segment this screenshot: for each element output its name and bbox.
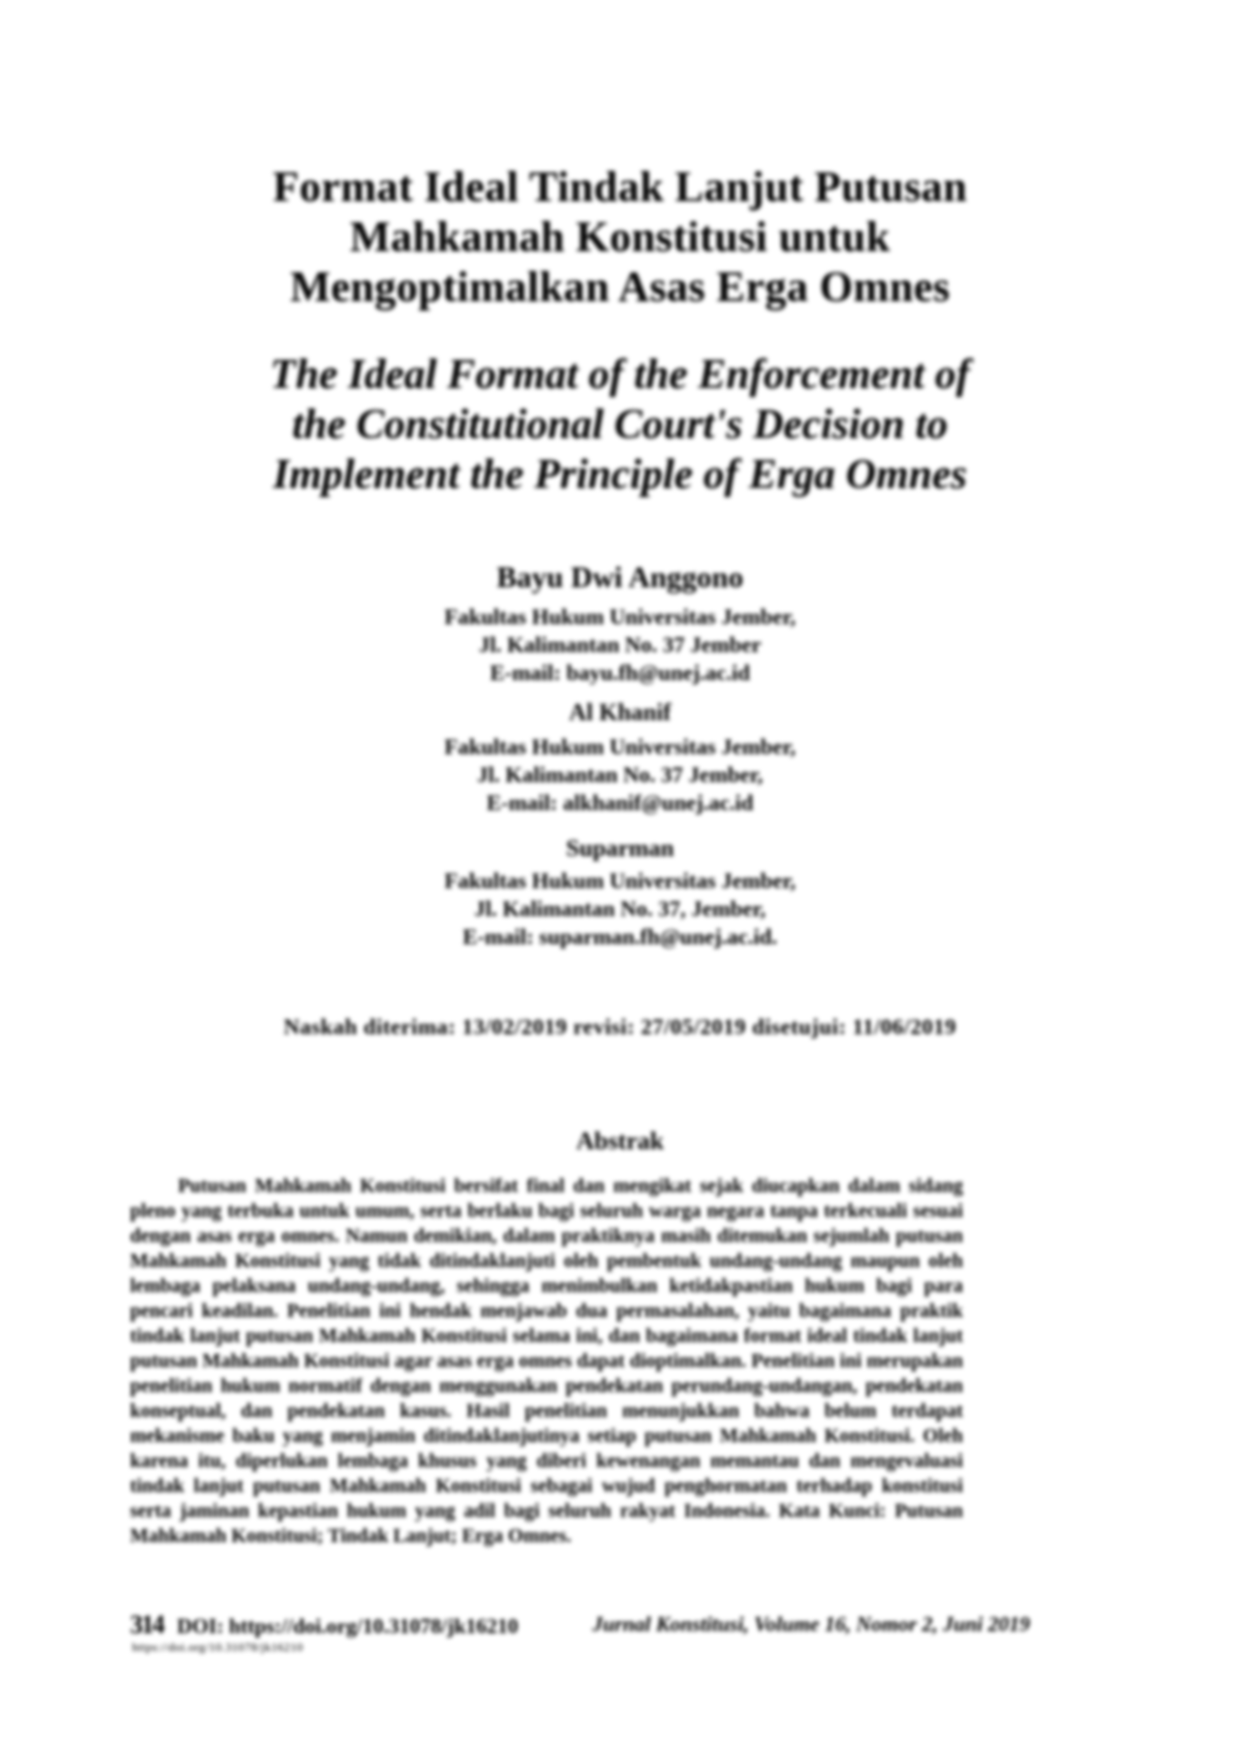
author-1-name: Bayu Dwi Anggono [496, 561, 744, 594]
author-3-email: E-mail: suparman.fh@unej.ac.id. [462, 924, 778, 949]
author-2-address: Jl. Kalimantan No. 37 Jember, [477, 762, 763, 787]
page-number: 314 [130, 1610, 163, 1639]
title-id-line-3: Mengoptimalkan Asas Erga Omnes [289, 264, 951, 311]
title-english [0, 350, 1240, 500]
page-footer [130, 1610, 1030, 1670]
author-3-details [0, 867, 1240, 951]
author-3-name: Suparman [565, 836, 675, 862]
manuscript-dates-line: Naskah diterima: 13/02/2019 revisi: 27/05/2019 disetujui: 11/06/2019 [283, 1014, 957, 1039]
author-2-affiliation: Fakultas Hukum Universitas Jember, [444, 734, 796, 759]
title-en-line-3: Implement the Principle of Erga Omnes [272, 452, 968, 498]
author-2-details [0, 733, 1240, 817]
author-3-address: Jl. Kalimantan No. 37, Jember, [474, 896, 766, 921]
footer-left [130, 1610, 518, 1640]
author-1-affiliation: Fakultas Hukum Universitas Jember, [444, 604, 796, 629]
title-en-line-1: The Ideal Format of the Enforcement of [270, 352, 970, 398]
title-id-line-2: Mahkamah Konstitusi untuk [349, 214, 891, 261]
author-3-affiliation: Fakultas Hukum Universitas Jember, [444, 868, 796, 893]
doi-url-small: https://doi.org/10.31078/jk16210 [132, 1640, 304, 1654]
title-en-line-2: the Constitutional Court's Decision to [292, 402, 948, 448]
abstract-heading: Abstrak [576, 1128, 664, 1155]
doi-text: DOI: https://doi.org/10.31078/jk16210 [177, 1614, 519, 1638]
author-2-email: E-mail: alkhanif@unej.ac.id [486, 790, 754, 815]
author-1-email: E-mail: bayu.fh@unej.ac.id [489, 660, 751, 685]
author-1-details [0, 603, 1240, 687]
abstract-paragraph: Putusan Mahkamah Konstitusi bersifat final dan mengikat sejak diucapkan dalam sidang pleno yang terbuka untuk umum, serta berlaku bagi seluruh warga negara tanpa terkecuali sesuai dengan asas erga omnes. Namun demikian, dalam praktiknya masih ditemukan sejumlah putusan Mahkamah Konstitusi yang tidak ditindaklanjuti oleh pembentuk undang-undang maupun oleh lembaga pelaksana undang-undang, sehingga menimbulkan ketidakpastian hukum bagi para pencari keadilan. Penelitian ini hendak menjawab dua permasalahan, yaitu bagaimana praktik tindak lanjut putusan Mahkamah Konstitusi selama ini, dan bagaimana format ideal tindak lanjut putusan Mahkamah Konstitusi agar asas erga omnes dapat dioptimalkan. Penelitian ini merupakan penelitian hukum normatif dengan menggunakan pendekatan perundang-undangan, pendekatan konseptual, dan pendekatan kasus. Hasil penelitian menunjukkan bahwa belum terdapat mekanisme baku yang menjamin ditindaklanjutinya setiap putusan Mahkamah Konstitusi. Oleh karena itu, diperlukan lembaga khusus yang diberi kewenangan memantau dan mengevaluasi tindak lanjut putusan Mahkamah Konstitusi sebagai wujud penghormatan terhadap konstitusi serta jaminan kepastian hukum yang adil bagi seluruh rakyat Indonesia. Kata Kunci: Putusan Mahkamah Konstitusi; Tindak Lanjut; Erga Omnes. [130, 1176, 963, 1547]
author-1-address: Jl. Kalimantan No. 37 Jember [478, 632, 762, 657]
title-indonesian [0, 163, 1240, 313]
journal-citation: Jurnal Konstitusi, Volume 16, Nomor 2, Juni 2019 [592, 1612, 1030, 1636]
author-2-name: Al Khanif [568, 700, 672, 726]
title-id-line-1: Format Ideal Tindak Lanjut Putusan [272, 164, 968, 211]
